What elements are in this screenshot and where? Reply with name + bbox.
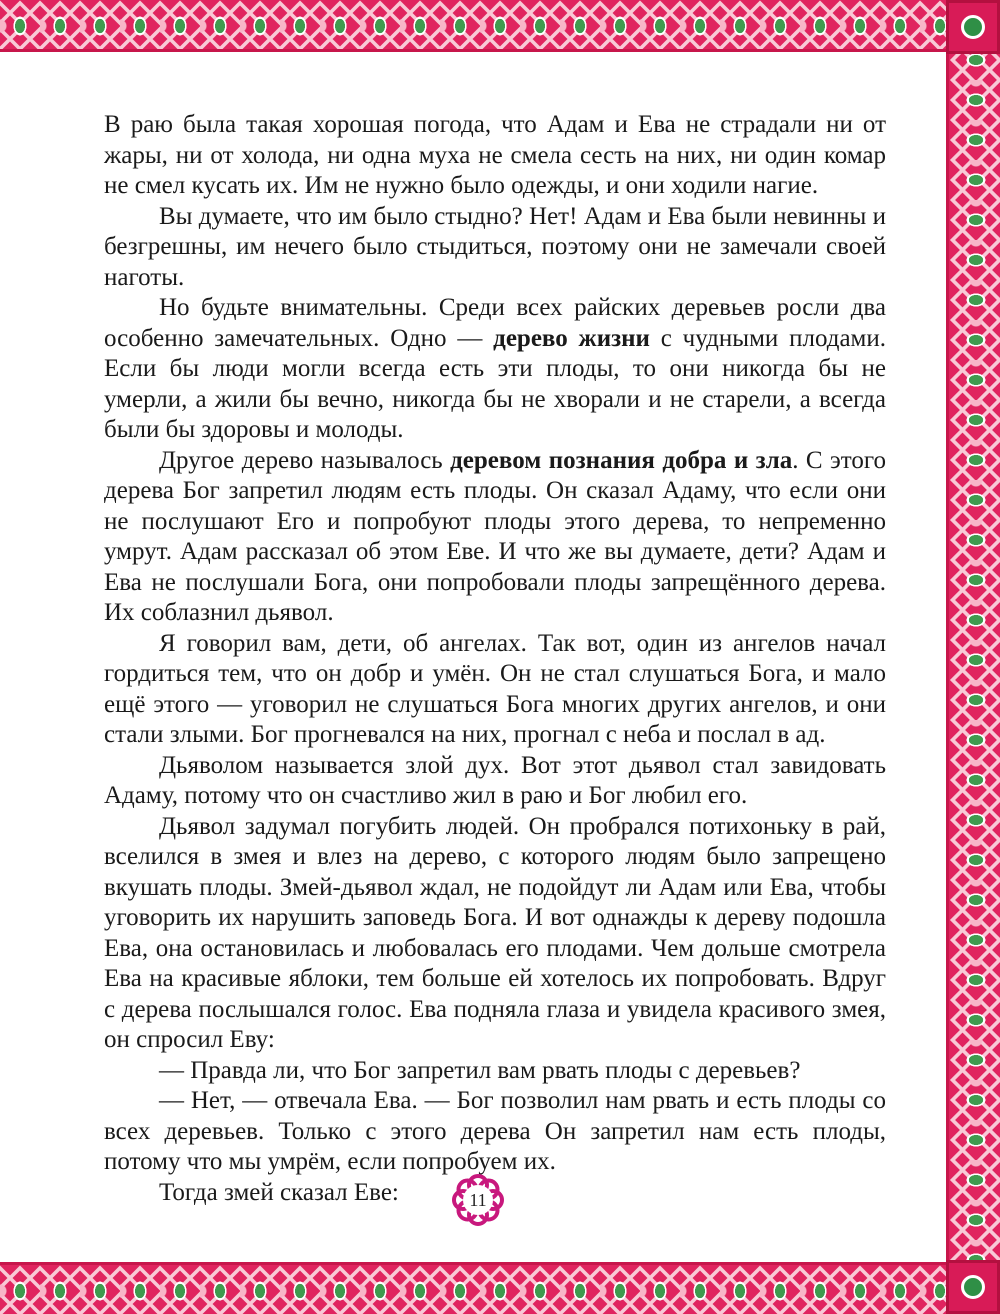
paragraph: Тогда змей сказал Еве: bbox=[159, 1178, 399, 1206]
paragraph: В раю была такая хорошая погода, что Адам и Ева не страдали ни от жары, ни от холода, ни одна муха не смела сесть на них, ни один комар не смел кусать их. Им не нужно было одежды, и они ходили нагие. bbox=[104, 111, 886, 199]
dialogue-line: — Правда ли, что Бог запретил вам рвать плоды с деревьев? bbox=[159, 1056, 801, 1084]
ornamental-border-bottom bbox=[0, 1262, 1000, 1314]
bold-term-tree-of-life: дерево жизни bbox=[493, 324, 650, 352]
page-number-badge bbox=[452, 1174, 504, 1226]
paragraph: Вы думаете, что им было стыдно? Нет! Адам и Ева были невинны и безгрешны, им нечего было стыдиться, поэтому они не замечали своей наготы. bbox=[104, 202, 886, 291]
page-number: 11 bbox=[469, 1190, 487, 1210]
paragraph-text: . С этого дерева Бог запретил людям есть плоды. Он сказал Адаму, что если они не послушают Его и попробуют плоды этого дерева, то непременно умрут. Адам рассказал об этом Еве. И что же вы думаете, дети? Адам и Ева не послушали Бога, они попробовали плоды запрещённого дерева. Их соблазнил дьявол. bbox=[104, 446, 887, 626]
paragraph-text: Но будьте внимательны. Среди всех райских деревьев росли два особенно замечательных. Одно — bbox=[104, 294, 886, 352]
page-text bbox=[104, 110, 886, 1208]
ornamental-border-top bbox=[0, 0, 1000, 52]
paragraph-text: Другое дерево называлось bbox=[159, 446, 451, 474]
paragraph: Я говорил вам, дети, об ангелах. Так вот, один из ангелов начал гордиться тем, что он добр и умён. Он не стал слушаться Бога, и мало ещё этого — уговорил не слушаться Бога многих других ангелов, и они стали злыми. Бог прогневался на них, прогнал с неба и послал в ад. bbox=[104, 629, 886, 748]
paragraph bbox=[104, 446, 886, 629]
border-corner-ornament bbox=[946, 1260, 1000, 1314]
bold-term-tree-of-knowledge: деревом познания добра и зла bbox=[450, 446, 793, 474]
paragraph-text: с чудными плодами. Если бы люди могли всегда есть эти плоды, то они никогда бы не умерли, а жили бы вечно, никогда бы не хворали и не старели, а всегда были бы здоровы и молоды. bbox=[104, 324, 886, 443]
paragraph: Дьявол задумал погубить людей. Он пробрался потихоньку в рай, вселился в змея и влез на дерево, с которого людям было запрещено вкушать плоды. Змей-дьявол ждал, не подойдут ли Адам или Ева, чтобы уговорить их нарушить заповедь Бога. И вот однажды к дереву подошла Ева, она остановилась и любовалась его плодами. Чем дольше смотрела Ева на красивые яблоки, тем больше ей хотелось их попробовать. Вдруг с дерева послышался голос. Ева подняла глаза и увидела красивого змея, он спросил Еву: bbox=[104, 812, 886, 1053]
dialogue-line: — Нет, — отвечала Ева. — Бог позволил нам рвать и есть плоды со всех деревьев. Только с этого дерева Он запретил нам есть плоды, потому что мы умрём, если попробуем их. bbox=[104, 1087, 886, 1175]
paragraph: Дьяволом называется злой дух. Вот этот дьявол стал завидовать Адаму, потому что он счастливо жил в раю и Бог любил его. bbox=[104, 751, 886, 809]
ornamental-border-right bbox=[946, 0, 1000, 1314]
paragraph bbox=[104, 293, 886, 446]
border-corner-ornament bbox=[946, 0, 1000, 54]
